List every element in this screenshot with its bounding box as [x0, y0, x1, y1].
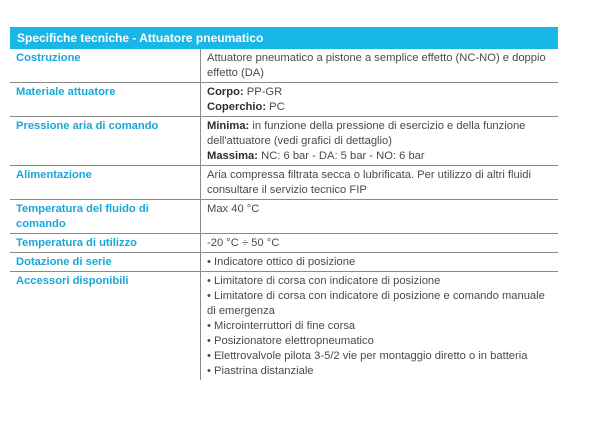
spec-sheet	[10, 27, 558, 380]
coperchio-value: PC	[266, 101, 285, 113]
list-item: • Piastrina distanziale	[207, 365, 314, 377]
spec-table	[10, 49, 558, 380]
table-row	[10, 49, 558, 83]
table-row	[10, 166, 558, 200]
table-row	[10, 253, 558, 272]
minima-value: in funzione della pressione di esercizio e della funzione dell'attuatore (vedi grafici di dettaglio)	[207, 120, 526, 147]
row-value-temp-utilizzo: -20 °C ÷ 50 °C	[201, 234, 559, 253]
massima-value: NC: 6 bar - DA: 5 bar - NO: 6 bar	[258, 150, 425, 162]
table-row	[10, 83, 558, 117]
row-value-accessori	[201, 272, 559, 381]
row-label-temp-utilizzo: Temperatura di utilizzo	[10, 234, 201, 253]
row-value-materiale	[201, 83, 559, 117]
list-item: • Elettrovalvole pilota 3-5/2 vie per montaggio diretto o in batteria	[207, 350, 528, 362]
row-value-dotazione: • Indicatore ottico di posizione	[201, 253, 559, 272]
massima-key: Massima:	[207, 150, 258, 162]
corpo-key: Corpo:	[207, 86, 244, 98]
row-value-pressione	[201, 117, 559, 166]
row-label-temp-fluido: Temperatura del fluido di comando	[10, 200, 201, 234]
table-row	[10, 117, 558, 166]
pressione-minima	[207, 119, 552, 149]
row-value-alimentazione: Aria compressa filtrata secca o lubrificata. Per utilizzo di altri fluidi consultare il servizio tecnico FIP	[201, 166, 559, 200]
materiale-coperchio	[207, 100, 552, 115]
list-item: • Posizionatore elettropneumatico	[207, 335, 374, 347]
table-row	[10, 234, 558, 253]
row-label-costruzione: Costruzione	[10, 49, 201, 83]
row-label-pressione: Pressione aria di comando	[10, 117, 201, 166]
row-value-costruzione: Attuatore pneumatico a pistone a semplice effetto (NC-NO) e doppio effetto (DA)	[201, 49, 559, 83]
table-row	[10, 272, 558, 381]
coperchio-key: Coperchio:	[207, 101, 267, 113]
table-row	[10, 200, 558, 234]
row-label-materiale: Materiale attuatore	[10, 83, 201, 117]
list-item: • Microinterruttori di fine corsa	[207, 320, 356, 332]
table-title: Specifiche tecniche - Attuatore pneumatico	[10, 27, 558, 49]
materiale-corpo	[207, 85, 552, 100]
corpo-value: PP-GR	[243, 86, 283, 98]
row-label-dotazione: Dotazione di serie	[10, 253, 201, 272]
row-label-accessori: Accessori disponibili	[10, 272, 201, 381]
row-value-temp-fluido: Max 40 °C	[201, 200, 559, 234]
list-item: • Limitatore di corsa con indicatore di posizione	[207, 275, 441, 287]
row-label-alimentazione: Alimentazione	[10, 166, 201, 200]
minima-key: Minima:	[207, 120, 250, 132]
pressione-massima	[207, 149, 552, 164]
list-item: • Limitatore di corsa con indicatore di posizione e comando manuale di emergenza	[207, 290, 545, 317]
